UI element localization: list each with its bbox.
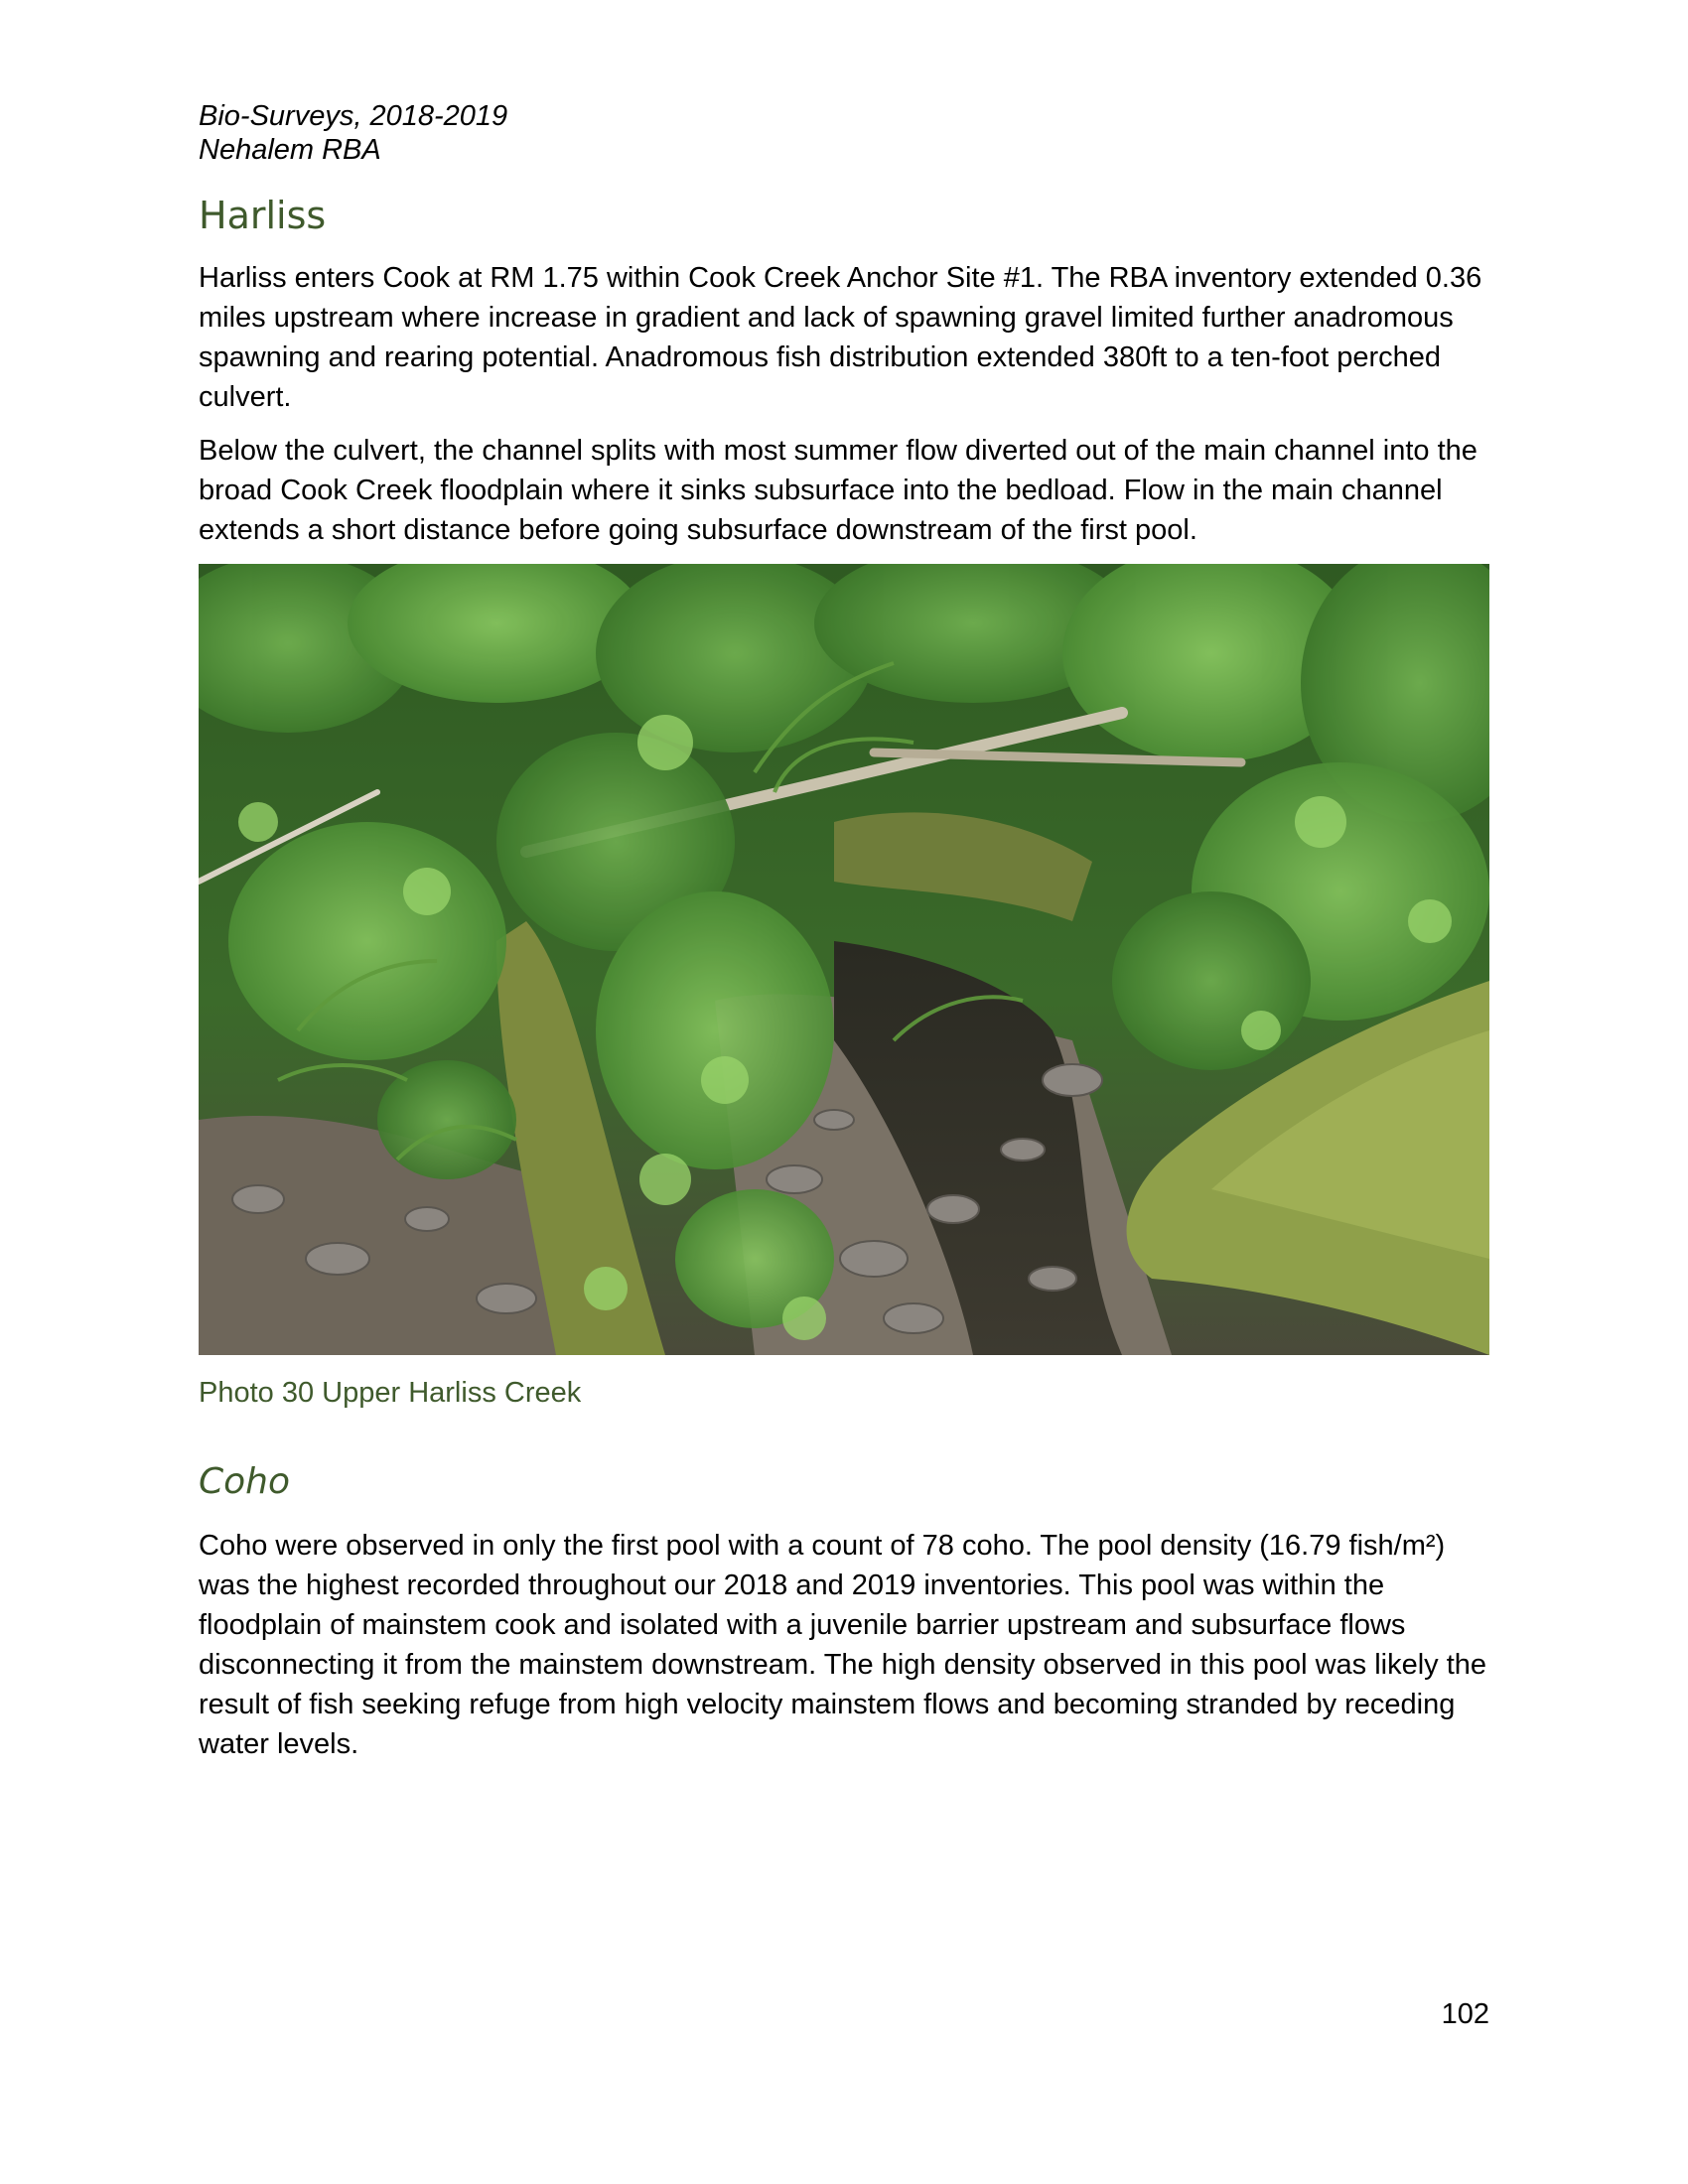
body-paragraph-1: Harliss enters Cook at RM 1.75 within Cook Creek Anchor Site #1. The RBA inventory extended 0.36 miles upstream where increase in gradient and lack of spawning gravel limited further anadromous spawning and rearing potential. Anadromous fish distribution extended 380ft to a ten-foot perched culvert. [199, 262, 1482, 413]
running-header [199, 99, 1489, 167]
document-page [199, 99, 1489, 1778]
coho-paragraph: Coho were observed in only the first pool with a count of 78 coho. The pool density (16.79 fish/m²) was the highest recorded throughout our 2018 and 2019 inventories. This pool was within the floodplain of mainstem cook and isolated with a juvenile barrier upstream and subsurface flows disconnecting it from the mainstem downstream. The high density observed in this pool was likely the result of fish seeking refuge from high velocity mainstem flows and becoming stranded by receding water levels. [199, 1530, 1487, 1760]
section-heading-coho: Coho [199, 1461, 291, 1502]
photo-caption: Photo 30 Upper Harliss Creek [199, 1377, 582, 1409]
section-heading-harliss: Harliss [199, 194, 327, 237]
header-report-title: Bio-Surveys, 2018-2019 [199, 100, 508, 132]
creek-photo [199, 564, 1489, 1355]
body-paragraph-2: Below the culvert, the channel splits with most summer flow diverted out of the main channel into the broad Cook Creek floodplain where it sinks subsurface into the bedload. Flow in the main channel extends a short distance before going subsurface downstream of the first pool. [199, 435, 1477, 546]
page-number: 102 [1441, 1998, 1489, 2030]
header-basin-name: Nehalem RBA [199, 134, 381, 166]
